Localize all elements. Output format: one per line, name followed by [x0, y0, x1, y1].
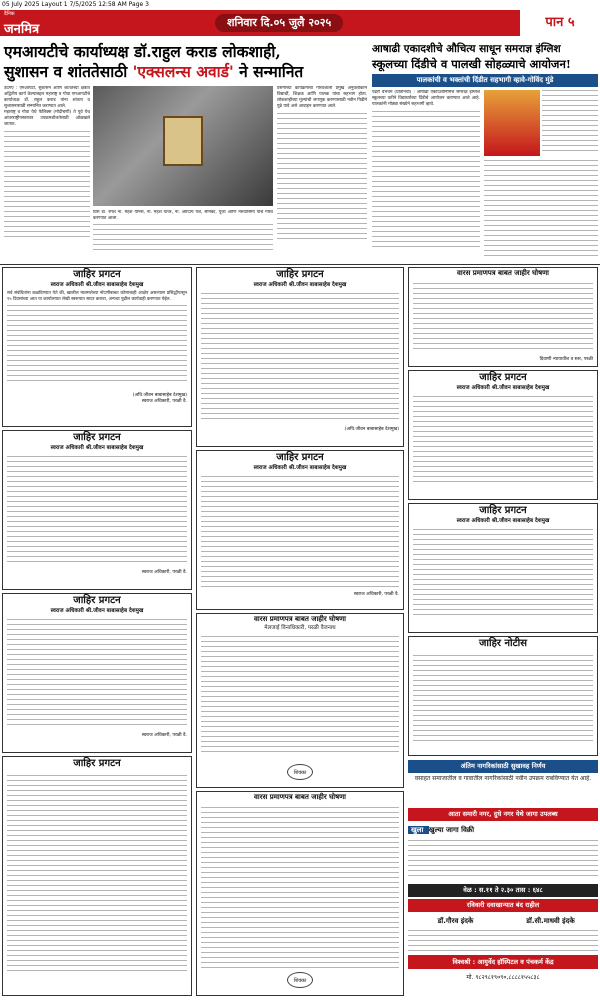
- waras-2-lines: [201, 807, 399, 972]
- right-headline-line1: आषाढी एकादशीचे औचित्य साधून समराज्ञ इंग्लिश: [372, 43, 561, 55]
- notice-center-lines: [413, 655, 593, 745]
- lead-column-right: [277, 86, 367, 262]
- right-story-col3: [484, 160, 598, 262]
- lead-photo-caption: [93, 210, 273, 262]
- lead-col1b-text: महाराष्ट्र व गोवा येथे फेलिक्स (मोदीचणी) ते पूर्व येथ आंतरराष्ट्रीयस्तरावर उपक्रमशीलतेसाठी ओळखले जातात.: [4, 110, 90, 127]
- notice-8-subtitle: स्वराज अधिकारी श्री.जीवन बाबासाहेब देशमुख: [456, 518, 550, 524]
- notice-5-title: जाहिर प्रगटन: [276, 269, 324, 280]
- clinic-time: वेळ : स.११ ते २.३० तास : ६४८: [408, 884, 598, 897]
- notice-center-title: जाहिर नोटीस: [478, 638, 527, 649]
- notice-6-subtitle: स्वराज अधिकारी श्री.जीवन बाबासाहेब देशमुख: [253, 465, 347, 471]
- lead-right-text: प्रसंगीच्या कार्यक्रमाची गौरवशाली प्रमुख अनुवंशीकाने विद्यार्थी, शिक्षक आणि पालक यांचा सहभाग होता. लोकशाहीच्या मूल्यांची जपणूक करण्यासाठी नवीन पिढीने पुढे यावे असे आवाहन करण्यात आले.: [277, 86, 367, 109]
- notice-box-4: [2, 756, 192, 996]
- waras-box-1: [196, 613, 404, 788]
- notice-1-title: जाहिर प्रगटन: [73, 269, 121, 280]
- notice-3-lines: [7, 619, 187, 729]
- notice-1-body: [3, 289, 191, 393]
- waras-3-sign: दिवाणी न्यायाधीश व स्तर, परळी: [539, 357, 593, 362]
- notice-7-title: जाहिर प्रगटन: [479, 372, 527, 383]
- print-metadata: 05 July 2025 Layout 1 7/5/2025 12:58 AM Page 3: [2, 1, 149, 8]
- right-story-lines: [372, 111, 480, 251]
- notice-1-subtitle: स्वराज अधिकारी श्री.जीवन बाबासाहेब देशमुख: [50, 282, 144, 288]
- notice-5-sign: (अधि.जीवन बाबासाहेब देशमुख): [344, 427, 399, 432]
- lead-headline-a: सुशासन व शांततेसाठी: [4, 62, 133, 81]
- right-story-col2: [542, 90, 598, 156]
- notice-5-subtitle: स्वराज अधिकारी श्री.जीवन बाबासाहेब देशमुख: [253, 282, 347, 288]
- hospital-phone: मो. ९८२९८१९०९०,८८८८१५५८३८: [466, 974, 540, 981]
- notice-3-subtitle: स्वराज अधिकारी श्री.जीवन बाबासाहेब देशमुख: [50, 608, 144, 614]
- notice-1-lines: [7, 305, 187, 383]
- notice-7-lines: [413, 396, 593, 486]
- notice-5-lines: [201, 293, 399, 423]
- notice-4-title: जाहिर प्रगटन: [73, 758, 121, 769]
- waras-3-title: वारस प्रमाणपत्र बाबत जाहीर घोषणा: [457, 269, 549, 277]
- hospital-band: विश्वश्री : आयुर्वेद हॉस्पिटल व पंचकर्म केंद्र: [408, 955, 598, 969]
- ad-2-lines: [408, 840, 598, 880]
- right-subhead-band: पालकांची व भक्तांची दिंडीत सहभागी व्हावे-गोविंद मुंडे: [372, 74, 598, 87]
- lead-headline-award: 'एक्सलन्स अवार्ड': [132, 62, 234, 81]
- logo-small-text: दैनिक: [4, 11, 15, 17]
- lead-right-lines: [277, 113, 367, 243]
- notice-1-sign-office: (अधि.जीवन बाबासाहेब देशमुख): [132, 393, 187, 398]
- logo-title: जनमित्र: [4, 22, 40, 37]
- page-number: पान ५: [520, 10, 600, 36]
- notice-box-5: [196, 267, 404, 447]
- section-divider: [0, 264, 600, 265]
- ad-2-tag2: खुल्या जागा विक्री: [428, 826, 475, 834]
- notice-2-title: जाहिर प्रगटन: [73, 432, 121, 443]
- masthead-bar: [0, 10, 600, 36]
- notice-1-text: सर्व संबंधितांना कळविण्यात येते की, खालील मालमत्तेच्या नोंदणीबाबत कोणाचाही आक्षेप असल्यास प्रसिद्धीपासून १५ दिवसांच्या आत या कार्यालयात लेखी स्वरूपात सादर करावा, अन्यथा पुढील कार्यवाही करण्यात येईल.: [7, 291, 187, 302]
- waras-box-3: [408, 267, 598, 367]
- lead-caption-text: प्रिंस डॉ. रमेश ना. महेश योनस, ना. महेश यावर, ना. आदित्य यश, सनिका, पूजा आणि नेरुवासिमा यांचे गौरव करण्यात आला.: [93, 210, 273, 221]
- notice-2-sign: स्वराज अधिकारी, परळी वै.: [141, 570, 187, 575]
- notice-box-7: [408, 370, 598, 500]
- notice-6-sign: स्वराज अधिकारी, परळी वै.: [353, 592, 399, 597]
- lead-caption-lines: [93, 224, 273, 254]
- seal-icon-1: शिक्का: [287, 764, 313, 780]
- notice-2-lines: [7, 456, 187, 566]
- lead-headline-c: ने सन्मानित: [233, 62, 304, 81]
- lead-headline-line1: एमआयटीचे कार्याध्यक्ष डॉ.राहुल कराड लोकशाही,: [4, 42, 281, 61]
- person-photo: [484, 90, 540, 156]
- newspaper-logo: [4, 11, 62, 35]
- notice-box-8: [408, 503, 598, 633]
- waras-1-title: वारस प्रमाणपत्र बाबत जाहीर घोषणा: [254, 615, 346, 623]
- waras-1-sub: मेलजाई विनाधिकारी, परळी वैजनाथ: [264, 625, 336, 631]
- notice-3-sign: स्वराज अधिकारी, परळी वै.: [141, 733, 187, 738]
- ad-2-tags: [408, 823, 598, 837]
- lead-col1-body-lines: [4, 131, 90, 241]
- notice-2-subtitle: स्वराज अधिकारी श्री.जीवन बाबासाहेब देशमुख: [50, 445, 144, 451]
- notice-6-title: जाहिर प्रगटन: [276, 452, 324, 463]
- waras-3-lines: [413, 283, 593, 353]
- notice-8-title: जाहिर प्रगटन: [479, 505, 527, 516]
- right-headline-line2: स्कूलच्या दिंडीचे व पालखी सोहळ्याचे आयोजन!: [372, 57, 571, 71]
- right-col2-lines: [542, 90, 598, 154]
- right-col3-lines: [484, 160, 598, 260]
- doctor-lines: [408, 930, 598, 952]
- right-story-text: पंढरी वैभवम (प्रतिनिधी) : आषाढी एकादशीनिमित्त समराज्ञ इंग्लिश स्कूलच्या वतीने विद्यार्थ्यांच्या दिंडीचे आयोजन करण्यात आले आहे. पालकांनी मोठ्या संख्येने सहभागी व्हावे.: [372, 90, 480, 107]
- notice-8-lines: [413, 529, 593, 619]
- award-frame-icon: [163, 116, 203, 166]
- ad-1-band: अंतिम नागरिकांसाठी सुखावह निर्णय: [408, 760, 598, 773]
- ad-1-text: वसाहत समाजातील व गावातील नागरिकांसाठी नवीन उपक्रम राबविण्यात येत आहे.: [414, 775, 592, 782]
- notice-4-lines: [7, 775, 187, 975]
- waras-2-title: वारस प्रमाणपत्र बाबत जाहीर घोषणा: [254, 793, 346, 801]
- lead-photo: [93, 86, 273, 206]
- notice-6-lines: [201, 476, 399, 588]
- waras-box-2: [196, 791, 404, 996]
- lead-col1-text: उदगए : एमआयटी, सुशासन आणि शांततेच्या क्षेत्रात अद्वितीय कार्य केल्याबद्दल महाराष्ट्र व गोवा एमआयटीचे कार्याध्यक्ष डॉ. राहुल कराड यांना शांतता व सुशासनासाठी सन्मानित करण्यात आले.: [4, 86, 90, 109]
- notice-1-sign: [3, 393, 191, 405]
- notice-7-subtitle: स्वराज अधिकारी श्री.जीवन बाबासाहेब देशमुख: [456, 385, 550, 391]
- issue-date: शनिवार दि.०५ जुलै २०२५: [215, 14, 343, 32]
- waras-1-lines: [201, 636, 399, 756]
- notice-box-2: [2, 430, 192, 590]
- doctor-1: डॉ.गौरव इंदके: [437, 917, 474, 925]
- seal-icon-2: शिक्का: [287, 972, 313, 988]
- clinic-band: रविवारी दवाखान्यात बंद राहील: [408, 899, 598, 912]
- notice-1-sign-role: स्वराज अधिकारी, परळी वै.: [141, 399, 187, 404]
- notice-box-1: [2, 267, 192, 427]
- lead-column-1: [4, 86, 90, 262]
- notice-3-title: जाहिर प्रगटन: [73, 595, 121, 606]
- ad-2-tag1: खुला: [408, 826, 429, 834]
- notice-box-6: [196, 450, 404, 610]
- right-story-col1: [372, 90, 480, 262]
- ad-2-band: आता समारी नगर, दुधे नगर येथे जागा उपलब्ध: [408, 808, 598, 821]
- doctor-2: डॉ.सी.माधवी इंदके: [526, 917, 575, 925]
- notice-center-box: [408, 636, 598, 756]
- notice-box-3: [2, 593, 192, 753]
- lead-headline-line2: [4, 62, 366, 81]
